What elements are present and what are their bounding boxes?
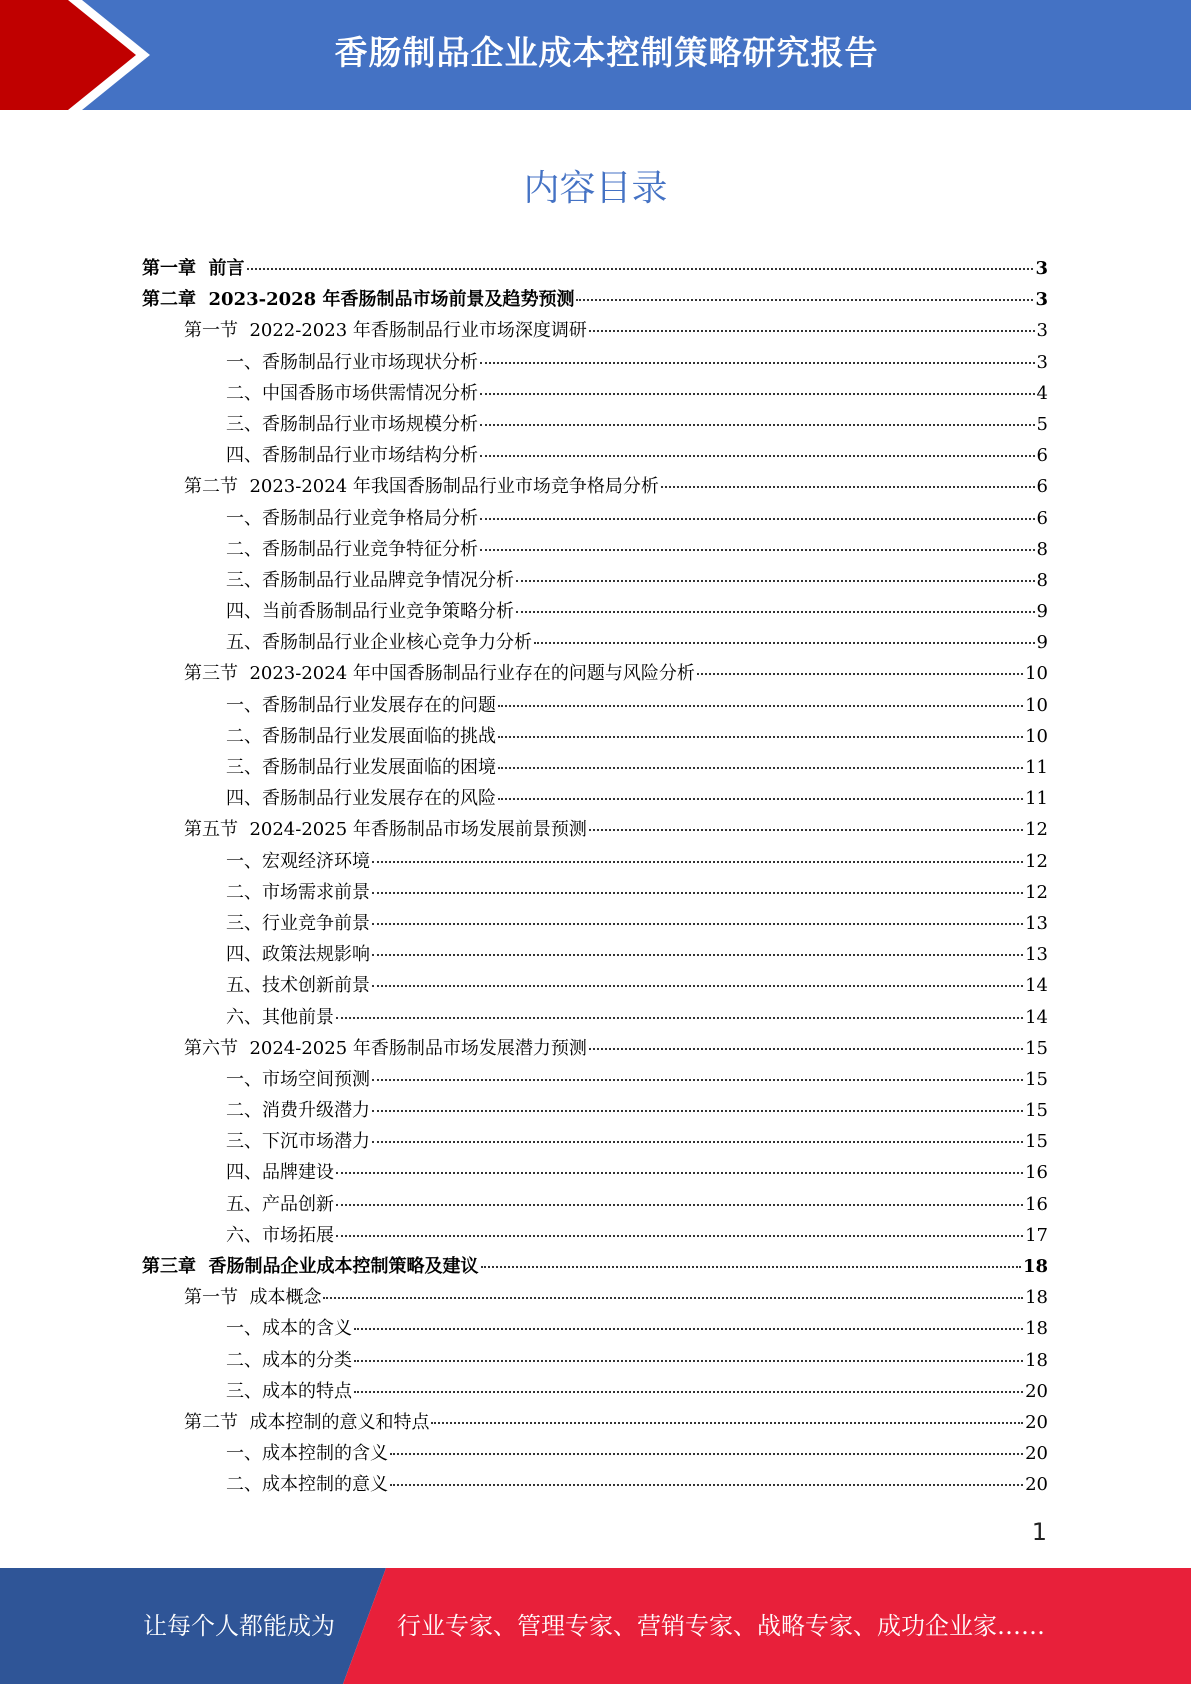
toc-entry[interactable] [142,1470,1048,1501]
toc-entry-page: 18 [1025,1287,1048,1309]
toc-entry-label: 一、成本的含义 [226,1318,352,1340]
toc-entry[interactable] [142,691,1048,722]
toc-dot-leader [323,1297,1023,1299]
toc-entry[interactable] [142,815,1048,846]
toc-entry-page: 14 [1025,975,1048,997]
toc-entry-label: 第二章 2023-2028 年香肠制品市场前景及趋势预测 [142,289,575,311]
toc-entry-page: 6 [1036,476,1048,498]
toc-entry-page: 12 [1025,881,1048,903]
toc-entry-page: 17 [1025,1224,1048,1246]
toc-entry[interactable] [142,472,1048,503]
toc-entry-page: 6 [1036,445,1048,467]
toc-entry[interactable] [142,722,1048,753]
toc-entry[interactable] [142,441,1048,472]
toc-entry-label: 二、成本控制的意义 [226,1474,388,1496]
toc-dot-leader [372,1141,1023,1143]
toc-dot-leader [336,1204,1023,1206]
toc-dot-leader [589,330,1035,332]
header-band [0,0,1191,110]
toc-entry-page: 15 [1025,1037,1048,1059]
toc-entry-label: 一、香肠制品行业市场现状分析 [226,351,478,373]
toc-entry[interactable] [142,971,1048,1002]
toc-entry-page: 3 [1036,351,1048,373]
toc-entry-page: 6 [1036,507,1048,529]
toc-entry-page: 18 [1025,1349,1048,1371]
toc-entry[interactable] [142,909,1048,940]
toc-dot-leader [534,642,1035,644]
page-number: 1 [1031,1518,1047,1546]
toc-entry[interactable] [142,1190,1048,1221]
toc-entry[interactable] [142,348,1048,379]
toc-dot-leader [480,362,1035,364]
toc-entry[interactable] [142,410,1048,441]
toc-entry-page: 8 [1036,569,1048,591]
toc-entry-label: 三、香肠制品行业市场规模分析 [226,413,478,435]
toc-entry-page: 10 [1025,663,1048,685]
toc-dot-leader [498,705,1023,707]
toc-entry[interactable] [142,254,1048,285]
toc-heading: 内容目录 [523,168,668,209]
toc-entry[interactable] [142,1408,1048,1439]
toc-entry-label: 二、中国香肠市场供需情况分析 [226,382,478,404]
toc-entry-label: 第一节 2022-2023 年香肠制品行业市场深度调研 [184,320,587,342]
toc-entry[interactable] [142,1096,1048,1127]
toc-dot-leader [372,954,1023,956]
toc-entry-label: 三、下沉市场潜力 [226,1131,370,1153]
toc-entry[interactable] [142,940,1048,971]
toc-entry-label: 五、产品创新 [226,1193,334,1215]
toc-dot-leader [372,861,1023,863]
toc-entry-label: 六、市场拓展 [226,1224,334,1246]
toc-entry-page: 12 [1025,819,1048,841]
toc-entry-page: 20 [1025,1380,1048,1402]
toc-entry-label: 五、技术创新前景 [226,975,370,997]
footer-slogan-right: 行业专家、管理专家、营销专家、战略专家、成功企业家…… [397,1612,1045,1640]
toc-entry-page: 13 [1025,944,1048,966]
toc-dot-leader [661,486,1035,488]
toc-entry[interactable] [142,753,1048,784]
toc-entry-label: 一、成本控制的含义 [226,1443,388,1465]
toc-entry-label: 四、香肠制品行业发展存在的风险 [226,788,496,810]
toc-entry-page: 20 [1025,1411,1048,1433]
toc-entry[interactable] [142,379,1048,410]
toc-entry[interactable] [142,1346,1048,1377]
toc-dot-leader [498,736,1023,738]
toc-entry-page: 13 [1025,912,1048,934]
toc-entry-page: 11 [1025,788,1048,810]
toc-entry-label: 四、政策法规影响 [226,944,370,966]
toc-dot-leader [354,1328,1023,1330]
table-of-contents [142,254,1048,1502]
toc-entry-label: 二、香肠制品行业竞争特征分析 [226,538,478,560]
toc-entry-label: 一、宏观经济环境 [226,850,370,872]
toc-dot-leader [431,1422,1023,1424]
report-title: 香肠制品企业成本控制策略研究报告 [334,33,879,72]
toc-entry[interactable] [142,628,1048,659]
toc-entry[interactable] [142,1221,1048,1252]
toc-entry-label: 二、市场需求前景 [226,881,370,903]
toc-entry-page: 10 [1025,694,1048,716]
toc-dot-leader [516,611,1035,613]
toc-dot-leader [372,1110,1023,1112]
toc-entry[interactable] [142,1314,1048,1345]
toc-dot-leader [336,1172,1023,1174]
toc-dot-leader [480,549,1035,551]
toc-entry-label: 一、香肠制品行业竞争格局分析 [226,507,478,529]
toc-entry[interactable] [142,1439,1048,1470]
toc-entry-page: 18 [1022,1256,1048,1277]
toc-entry-label: 第五节 2024-2025 年香肠制品市场发展前景预测 [184,819,587,841]
toc-entry-page: 3 [1035,258,1048,279]
toc-entry-label: 三、成本的特点 [226,1380,352,1402]
toc-entry-page: 3 [1036,320,1048,342]
toc-dot-leader [697,673,1023,675]
toc-entry-page: 5 [1036,413,1048,435]
toc-dot-leader [576,299,1033,301]
toc-entry-label: 第一节 成本概念 [184,1287,322,1309]
toc-entry[interactable] [142,535,1048,566]
toc-entry-page: 10 [1025,725,1048,747]
toc-entry-label: 第六节 2024-2025 年香肠制品市场发展潜力预测 [184,1037,587,1059]
toc-entry-page: 20 [1025,1443,1048,1465]
toc-entry-page: 18 [1025,1318,1048,1340]
toc-entry-page: 11 [1025,757,1048,778]
toc-entry-page: 12 [1025,850,1048,872]
toc-dot-leader [516,580,1035,582]
toc-entry-label: 第三章 香肠制品企业成本控制策略及建议 [142,1256,479,1277]
toc-entry-label: 三、香肠制品行业发展面临的困境 [226,757,496,778]
toc-entry[interactable] [142,316,1048,347]
toc-entry[interactable] [142,504,1048,535]
toc-entry-page: 15 [1025,1100,1048,1122]
toc-entry-page: 14 [1025,1006,1048,1028]
toc-dot-leader [354,1391,1023,1393]
toc-dot-leader [498,798,1023,800]
toc-entry[interactable] [142,566,1048,597]
toc-entry[interactable] [142,597,1048,628]
toc-entry[interactable] [142,1283,1048,1314]
toc-dot-leader [480,424,1035,426]
toc-entry-label: 四、香肠制品行业市场结构分析 [226,445,478,467]
toc-entry-label: 三、行业竞争前景 [226,912,370,934]
toc-entry-page: 9 [1036,632,1048,654]
toc-entry[interactable] [142,878,1048,909]
toc-entry-label: 五、香肠制品行业企业核心竞争力分析 [226,632,532,654]
toc-entry[interactable] [142,784,1048,815]
toc-entry[interactable] [142,285,1048,316]
toc-dot-leader [372,892,1023,894]
toc-dot-leader [372,1079,1023,1081]
toc-dot-leader [390,1453,1023,1455]
toc-entry[interactable] [142,1252,1048,1283]
toc-dot-leader [372,985,1023,987]
toc-entry[interactable] [142,1127,1048,1158]
toc-entry-page: 3 [1035,289,1048,311]
toc-entry[interactable] [142,1065,1048,1096]
toc-entry-page: 9 [1036,601,1048,623]
toc-entry-label: 第三节 2023-2024 年中国香肠制品行业存在的问题与风险分析 [184,663,695,685]
toc-dot-leader [480,393,1035,395]
toc-dot-leader [481,1266,1021,1268]
toc-entry-label: 六、其他前景 [226,1006,334,1028]
toc-entry-label: 一、市场空间预测 [226,1068,370,1090]
toc-entry[interactable] [142,1377,1048,1408]
toc-entry-page: 16 [1025,1193,1048,1215]
toc-entry[interactable] [142,1003,1048,1034]
toc-dot-leader [247,268,1034,270]
footer-slogan-left: 让每个人都能成为 [143,1612,335,1640]
toc-dot-leader [480,455,1035,457]
toc-entry-page: 16 [1025,1162,1048,1184]
toc-entry-label: 二、消费升级潜力 [226,1100,370,1122]
footer-band [0,1568,1191,1684]
toc-entry-page: 15 [1025,1131,1048,1153]
toc-dot-leader [372,923,1023,925]
toc-entry-label: 第二节 成本控制的意义和特点 [184,1411,430,1433]
toc-entry-label: 一、香肠制品行业发展存在的问题 [226,694,496,716]
toc-entry-label: 二、成本的分类 [226,1349,352,1371]
toc-entry-label: 三、香肠制品行业品牌竞争情况分析 [226,569,514,591]
toc-entry-page: 15 [1025,1068,1048,1090]
toc-dot-leader [480,518,1035,520]
toc-entry-page: 4 [1036,382,1048,404]
toc-entry-page: 8 [1036,538,1048,560]
toc-dot-leader [336,1017,1023,1019]
toc-entry-label: 二、香肠制品行业发展面临的挑战 [226,725,496,747]
toc-dot-leader [589,829,1023,831]
toc-dot-leader [589,1048,1023,1050]
toc-dot-leader [336,1235,1023,1237]
toc-entry[interactable] [142,1158,1048,1189]
toc-dot-leader [498,767,1023,769]
toc-dot-leader [390,1484,1023,1486]
toc-entry-label: 四、当前香肠制品行业竞争策略分析 [226,601,514,623]
toc-entry[interactable] [142,1034,1048,1065]
toc-dot-leader [354,1360,1023,1362]
toc-entry[interactable] [142,659,1048,690]
toc-entry-label: 第一章 前言 [142,258,245,279]
toc-entry-page: 20 [1025,1474,1048,1496]
toc-entry-label: 四、品牌建设 [226,1162,334,1184]
toc-entry[interactable] [142,847,1048,878]
toc-entry-label: 第二节 2023-2024 年我国香肠制品行业市场竞争格局分析 [184,476,659,498]
